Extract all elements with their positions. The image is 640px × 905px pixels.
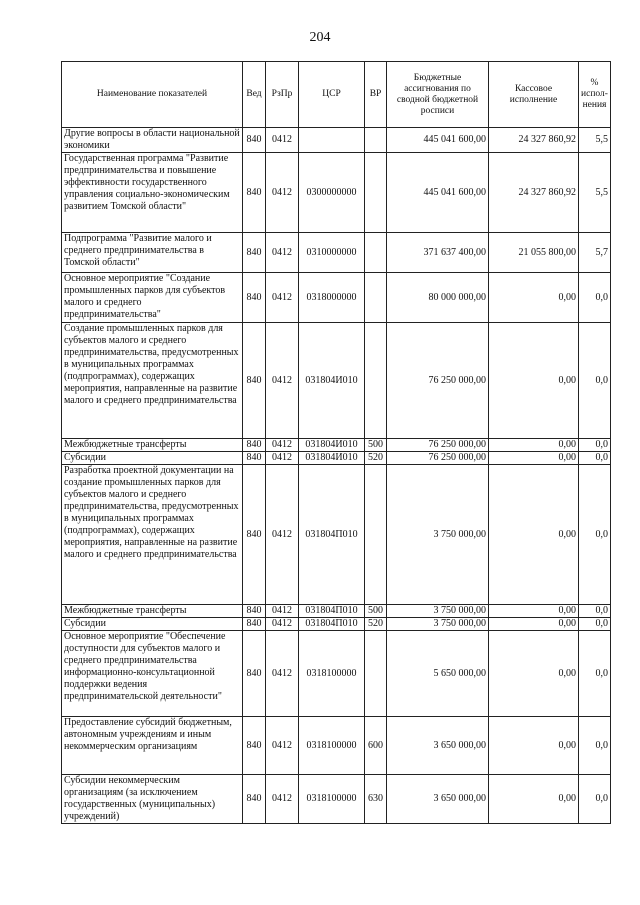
cell-ved: 840: [243, 273, 266, 323]
cell-name: Субсидии: [62, 618, 243, 631]
cell-rzpr: 0412: [266, 323, 299, 439]
cell-name: Межбюджетные трансферты: [62, 439, 243, 452]
cell-pct: 0,0: [579, 605, 611, 618]
cell-budget: 445 041 600,00: [387, 128, 489, 153]
cell-vr: [365, 465, 387, 605]
cell-pct: 0,0: [579, 717, 611, 775]
cell-ved: 840: [243, 605, 266, 618]
cell-ved: 840: [243, 323, 266, 439]
cell-vr: [365, 153, 387, 233]
cell-budget: 76 250 000,00: [387, 452, 489, 465]
cell-budget: 371 637 400,00: [387, 233, 489, 273]
cell-ved: 840: [243, 618, 266, 631]
cell-ved: 840: [243, 439, 266, 452]
cell-pct: 5,5: [579, 128, 611, 153]
cell-vr: [365, 128, 387, 153]
cell-rzpr: 0412: [266, 618, 299, 631]
cell-cash: 0,00: [489, 605, 579, 618]
cell-name: Субсидии: [62, 452, 243, 465]
cell-cash: 0,00: [489, 465, 579, 605]
cell-ved: 840: [243, 128, 266, 153]
cell-vr: 520: [365, 452, 387, 465]
cell-rzpr: 0412: [266, 775, 299, 824]
cell-rzpr: 0412: [266, 439, 299, 452]
cell-name: Основное мероприятие "Обеспечение доступности для субъектов малого и среднего предпринимательства информационно-консультационной поддержки ведения предпринимательской деятельности": [62, 631, 243, 717]
cell-csr: 0318100000: [299, 717, 365, 775]
cell-vr: 600: [365, 717, 387, 775]
cell-rzpr: 0412: [266, 452, 299, 465]
cell-name: Предоставление субсидий бюджетным, автономным учреждениям и иным некоммерческим организациям: [62, 717, 243, 775]
cell-vr: [365, 233, 387, 273]
cell-csr: 0318000000: [299, 273, 365, 323]
cell-vr: 500: [365, 439, 387, 452]
cell-cash: 0,00: [489, 717, 579, 775]
cell-csr: 0300000000: [299, 153, 365, 233]
table-row: [62, 233, 611, 273]
table-row: [62, 605, 611, 618]
cell-name: Субсидии некоммерческим организациям (за исключением государственных (муниципальных) учреждений): [62, 775, 243, 824]
cell-vr: [365, 273, 387, 323]
cell-budget: 3 650 000,00: [387, 717, 489, 775]
cell-name: Другие вопросы в области национальной экономики: [62, 128, 243, 153]
cell-csr: 031804П010: [299, 605, 365, 618]
cell-cash: 24 327 860,92: [489, 128, 579, 153]
header-name: Наименование показателей: [62, 62, 243, 128]
cell-rzpr: 0412: [266, 273, 299, 323]
table-row: [62, 465, 611, 605]
page-number: 204: [309, 30, 331, 45]
cell-budget: 445 041 600,00: [387, 153, 489, 233]
table-row: [62, 452, 611, 465]
cell-name: Разработка проектной документации на создание промышленных парков для субъектов малого и среднего предпринимательства, предусмотренных в муниципальных программах (подпрограммах), содержащих мероприятия, направленные на развитие малого и среднего предпринимательства: [62, 465, 243, 605]
header-cash: Кассовое исполнение: [489, 62, 579, 128]
cell-rzpr: 0412: [266, 605, 299, 618]
cell-rzpr: 0412: [266, 717, 299, 775]
cell-cash: 21 055 800,00: [489, 233, 579, 273]
cell-ved: 840: [243, 631, 266, 717]
cell-rzpr: 0412: [266, 128, 299, 153]
cell-rzpr: 0412: [266, 153, 299, 233]
budget-table: [61, 61, 611, 824]
cell-csr: 031804И010: [299, 323, 365, 439]
cell-rzpr: 0412: [266, 631, 299, 717]
cell-ved: 840: [243, 153, 266, 233]
cell-pct: 0,0: [579, 631, 611, 717]
cell-budget: 3 750 000,00: [387, 618, 489, 631]
cell-vr: 500: [365, 605, 387, 618]
cell-cash: 0,00: [489, 775, 579, 824]
table-row: [62, 439, 611, 452]
cell-cash: 0,00: [489, 323, 579, 439]
cell-csr: 0310000000: [299, 233, 365, 273]
cell-ved: 840: [243, 775, 266, 824]
table-row: [62, 717, 611, 775]
cell-pct: 0,0: [579, 323, 611, 439]
cell-pct: 5,5: [579, 153, 611, 233]
table-row: [62, 631, 611, 717]
cell-name: Подпрограмма "Развитие малого и среднего предпринимательства в Томской области": [62, 233, 243, 273]
cell-name: Государственная программа "Развитие предпринимательства и повышение эффективности государственного управления социально-экономическим развитием Томской области": [62, 153, 243, 233]
cell-cash: 0,00: [489, 273, 579, 323]
cell-cash: 0,00: [489, 452, 579, 465]
table-row: [62, 128, 611, 153]
cell-cash: 0,00: [489, 439, 579, 452]
header-budget: Бюджетные ассигнования по сводной бюджетной росписи: [387, 62, 489, 128]
cell-csr: 031804И010: [299, 452, 365, 465]
cell-vr: 520: [365, 618, 387, 631]
cell-cash: 24 327 860,92: [489, 153, 579, 233]
cell-csr: 031804И010: [299, 439, 365, 452]
table-row: [62, 775, 611, 824]
cell-ved: 840: [243, 452, 266, 465]
cell-cash: 0,00: [489, 631, 579, 717]
cell-csr: [299, 128, 365, 153]
cell-csr: 031804П010: [299, 618, 365, 631]
header-vr: ВР: [365, 62, 387, 128]
cell-ved: 840: [243, 465, 266, 605]
cell-csr: 031804П010: [299, 465, 365, 605]
cell-ved: 840: [243, 717, 266, 775]
cell-pct: 0,0: [579, 465, 611, 605]
header-ved: Вед: [243, 62, 266, 128]
header-csr: ЦСР: [299, 62, 365, 128]
cell-budget: 3 650 000,00: [387, 775, 489, 824]
cell-vr: [365, 631, 387, 717]
cell-pct: 0,0: [579, 273, 611, 323]
cell-rzpr: 0412: [266, 233, 299, 273]
cell-pct: 0,0: [579, 439, 611, 452]
cell-vr: 630: [365, 775, 387, 824]
cell-cash: 0,00: [489, 618, 579, 631]
cell-csr: 0318100000: [299, 631, 365, 717]
cell-ved: 840: [243, 233, 266, 273]
cell-budget: 5 650 000,00: [387, 631, 489, 717]
cell-pct: 0,0: [579, 618, 611, 631]
table-row: [62, 273, 611, 323]
table-row: [62, 323, 611, 439]
cell-budget: 3 750 000,00: [387, 465, 489, 605]
cell-csr: 0318100000: [299, 775, 365, 824]
cell-pct: 5,7: [579, 233, 611, 273]
header-rzpr: РзПр: [266, 62, 299, 128]
cell-name: Межбюджетные трансферты: [62, 605, 243, 618]
cell-budget: 3 750 000,00: [387, 605, 489, 618]
header-row: [62, 62, 611, 128]
cell-budget: 76 250 000,00: [387, 439, 489, 452]
cell-vr: [365, 323, 387, 439]
cell-budget: 76 250 000,00: [387, 323, 489, 439]
header-pct: % испол-нения: [579, 62, 611, 128]
table-row: [62, 618, 611, 631]
cell-budget: 80 000 000,00: [387, 273, 489, 323]
cell-pct: 0,0: [579, 775, 611, 824]
table-row: [62, 153, 611, 233]
cell-name: Создание промышленных парков для субъектов малого и среднего предпринимательства, предусмотренных в муниципальных программах (подпрограммах), содержащих мероприятия, направленные на развитие малого и среднего предпринимательства: [62, 323, 243, 439]
cell-rzpr: 0412: [266, 465, 299, 605]
cell-name: Основное мероприятие "Создание промышленных парков для субъектов малого и среднего предпринимательства": [62, 273, 243, 323]
cell-pct: 0,0: [579, 452, 611, 465]
